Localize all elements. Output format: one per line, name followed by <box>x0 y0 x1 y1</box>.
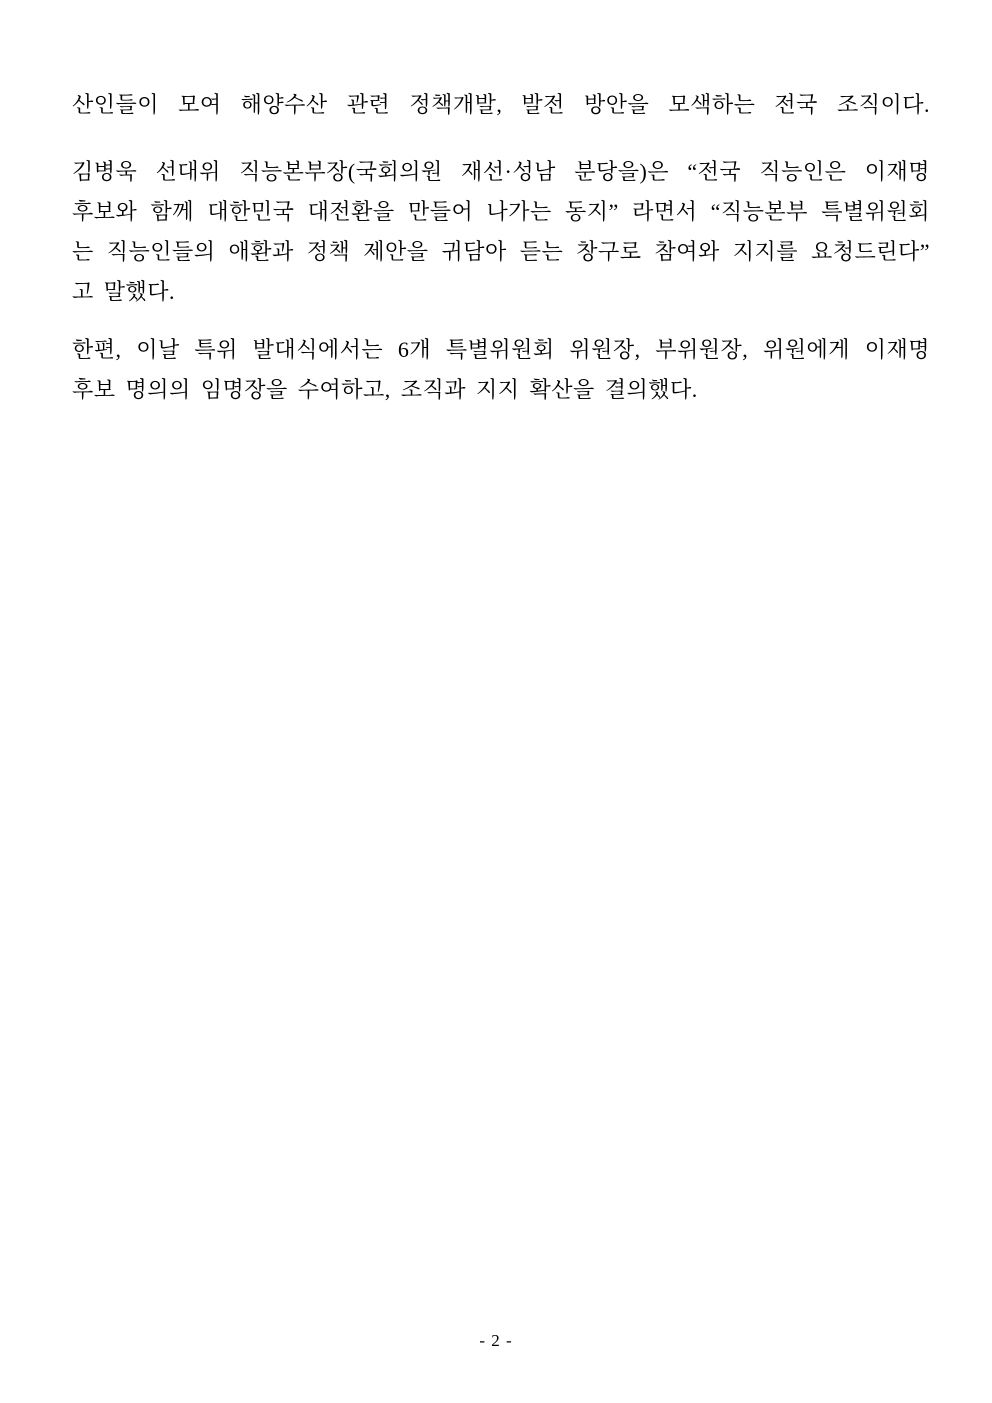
text-line: 한편, 이날 특위 발대식에서는 6개 특별위원회 위원장, 부위원장, 위원에게 이재명 <box>72 337 930 362</box>
document-body <box>72 85 930 410</box>
paragraph <box>72 152 930 312</box>
text-line: 고 말했다. <box>72 279 176 304</box>
text-line: 후보와 함께 대한민국 대전환을 만들어 나가는 동지” 라면서 “직능본부 특별위원회 <box>72 199 930 224</box>
text-line: 후보 명의의 임명장을 수여하고, 조직과 지지 확산을 결의했다. <box>72 377 698 402</box>
text-line: 산인들이 모여 해양수산 관련 정책개발, 발전 방안을 모색하는 전국 조직이다. <box>72 92 930 117</box>
paragraph <box>72 330 930 410</box>
text-line: 는 직능인들의 애환과 정책 제안을 귀담아 듣는 창구로 참여와 지지를 요청드린다” <box>72 239 930 264</box>
text-line: 김병욱 선대위 직능본부장(국회의원 재선·성남 분당을)은 “전국 직능인은 이재명 <box>72 159 930 184</box>
page-number: - 2 - <box>479 1331 513 1350</box>
paragraph <box>72 85 930 125</box>
